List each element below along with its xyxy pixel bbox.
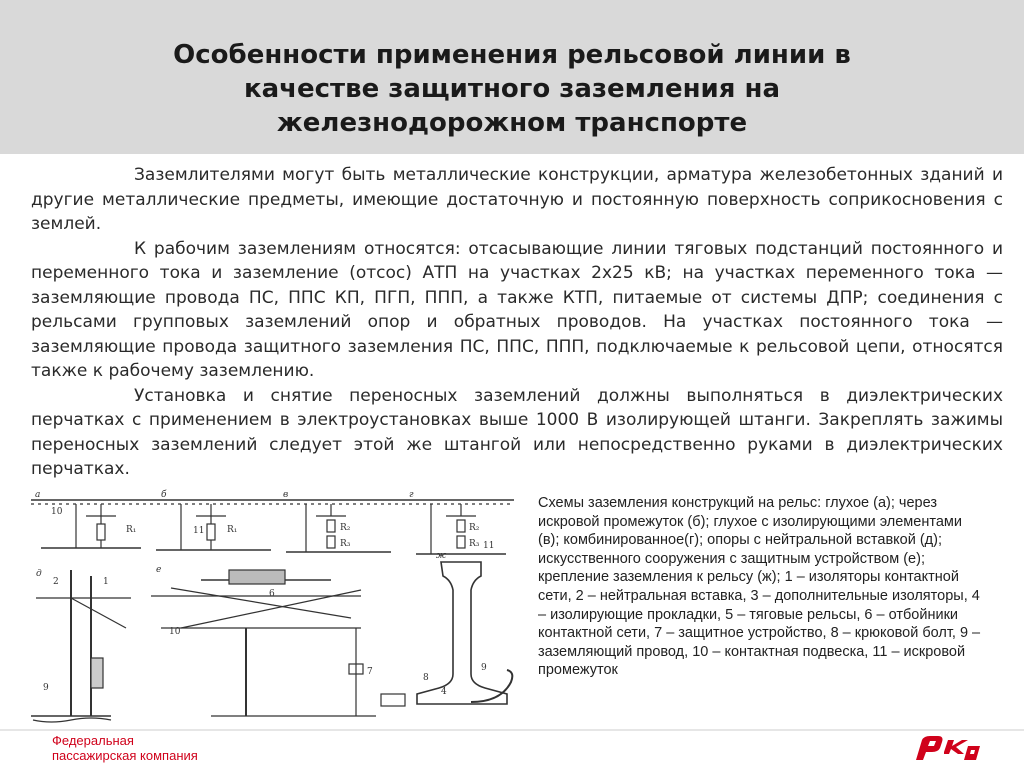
diagram-label: 11 [483,541,495,551]
paragraph: Установка и снятие переносных заземлений должны выполняться в диэлектрических перчатках с применением в электроустановках выше 1000 В изолирующей штанги. Закреплять зажимы переносных заземлений следует этой же штангой или непосредственно руками в диэлектрических перчатках. [31,385,1003,479]
diagram-label: д [36,569,42,579]
body-text [31,163,1003,482]
diagram-label: R₂ [469,523,480,533]
diagram-label: 1 [103,577,109,587]
diagram-label: 8 [423,673,429,683]
figure-caption: Схемы заземления конструкций на рельс: глухое (а); через искровой промежуток (б); глухое с изолирующими элементами (в); комбинированное(г); опоры с нейтральной вставкой (д); искусственного сооружения с защитным устройством (е); крепление заземления к рельсу (ж); 1 – изоляторы контактной сети, 2 – нейтральная вставка, 3 – дополнительные изоляторы, 4 – изолирующие прокладки, 5 – тяговые рельсы, 6 – отбойники контактной сети, 7 – защитное устройство, 8 – крюковой болт, 9 – заземляющий провод, 10 – контактная подвеска, 11 – искровой промежуток [538,495,981,679]
diagram-label: 6 [269,589,275,599]
title-line: Особенности применения рельсовой линии в [173,40,851,70]
diagram-label: R₁ [227,525,238,535]
diagram-label: 9 [481,663,487,673]
diagram-label: е [156,565,162,575]
company-name-line: Федеральная [52,733,134,748]
rzd-logo [912,732,984,762]
diagram-label: R₃ [469,539,480,549]
title-line: железнодорожном транспорте [276,108,748,138]
title-line: качестве защитного заземления на [243,74,781,104]
diagram-label: R₂ [340,523,351,533]
paragraph: К рабочим заземлениям относятся: отсасывающие линии тяговых подстанций постоянного и переменного тока и заземление (отсос) АТП на участках 2х25 кВ; на участках переменного тока — заземляющие провода ПС, ППС КП, ПГП, ППП, а также КТП, питаемые от системы ДПР; соединения с рельсами групповых заземлений опор и обратных проводов. На участках постоянного тока — заземляющие провода защитного заземления ПС, ППС, ППП, подключаемые к рельсовой цепи, относятся также к рабочему заземлению. [31,238,1003,381]
footer-divider [0,729,1024,731]
company-name-line: пассажирская компания [52,748,198,763]
diagram-label: 11 [193,526,205,536]
paragraph: Заземлителями могут быть металлические конструкции, арматура железобетонных зданий и другие металлические предметы, имеющие достаточную и постоянную поверхность соприкосновения с землей. [31,165,1003,234]
slide-title [40,38,984,140]
diagram-label: ж [436,551,447,561]
diagram-label: 7 [367,667,373,677]
diagram-label: R₁ [126,525,137,535]
diagram-label: 10 [51,507,63,517]
diagram-label: R₃ [340,539,351,549]
diagram-label: в [283,490,289,500]
diagram-label: 4 [441,687,447,697]
diagram-label: б [161,490,167,500]
diagram-label: 10 [169,627,181,637]
grounding-schemes-diagram [31,488,514,728]
diagram-label: а [35,490,41,500]
diagram-label: 9 [43,683,49,693]
diagram-label: г [409,490,414,500]
diagram-label: 2 [53,577,59,587]
company-name [52,733,198,763]
